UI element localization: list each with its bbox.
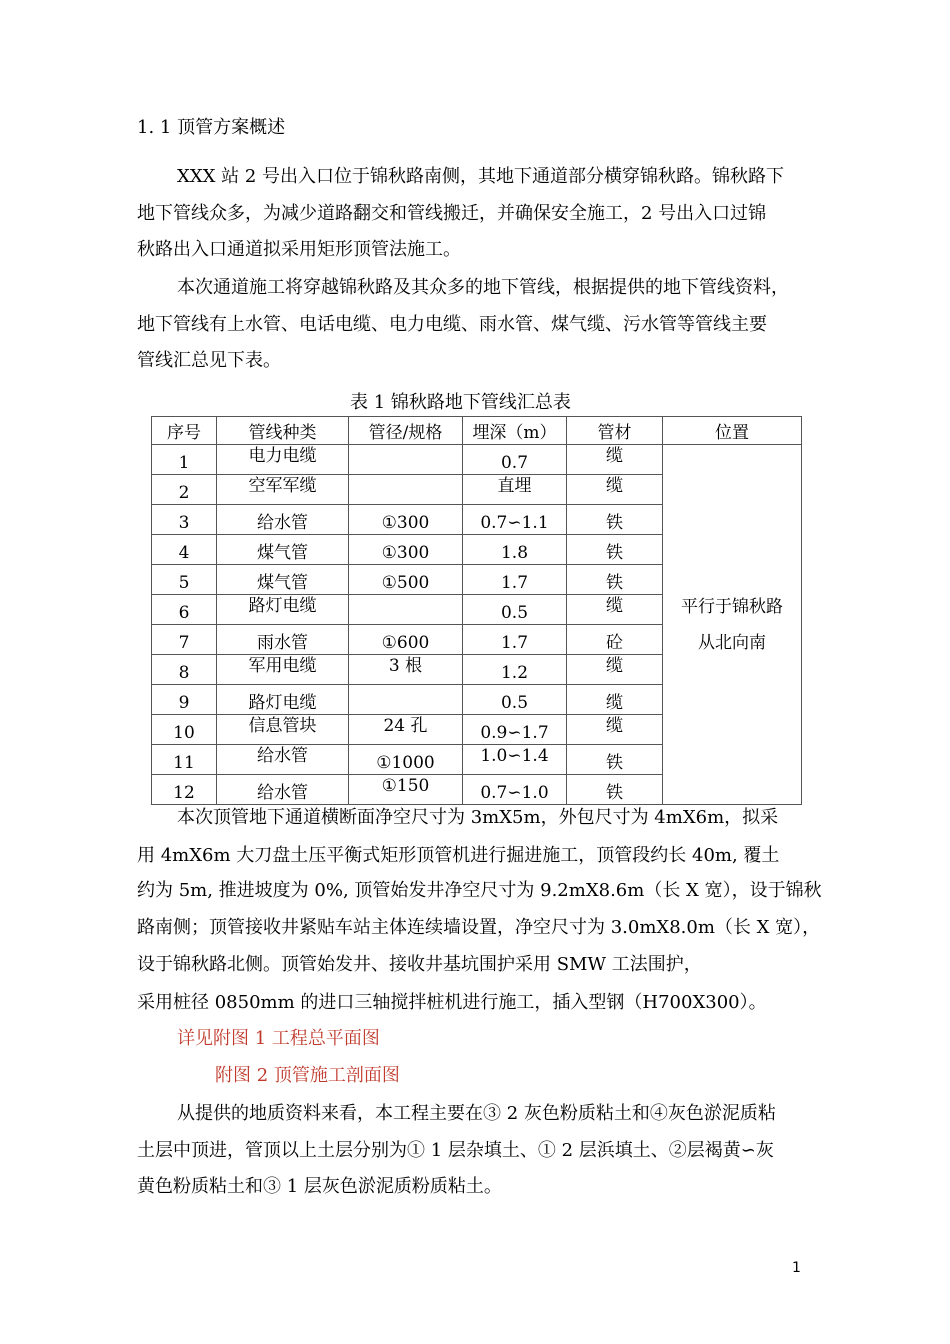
paragraph-line: 本次通道施工将穿越锦秋路及其众多的地下管线，根据提供的地下管线资料， — [177, 277, 789, 298]
position-cell — [663, 445, 802, 805]
table-cell: ①500 — [349, 565, 463, 595]
table-cell: ①600 — [349, 625, 463, 655]
paragraph-line: 从提供的地质资料来看，本工程主要在③ 2 灰色粉质粘土和④灰色淤泥质粘 — [177, 1103, 776, 1124]
paragraph-line: 地下管线众多，为减少道路翻交和管线搬迁，并确保安全施工，2 号出入口过锦 — [137, 203, 767, 224]
table-cell: 5 — [152, 565, 217, 595]
table-cell: 铁 — [567, 745, 663, 775]
table-cell: 路灯电缆 — [217, 685, 349, 715]
table-cell: 0.5 — [463, 595, 567, 625]
table-cell: 给水管 — [217, 745, 349, 775]
table-cell: 电力电缆 — [217, 445, 349, 475]
paragraph-line: 土层中顶进，管顶以上土层分别为① 1 层杂填土、① 2 层浜填土、②层褐黄∽灰 — [137, 1140, 774, 1161]
table-cell: 3 — [152, 505, 217, 535]
page-number: 1 — [792, 1260, 801, 1276]
paragraph-line: 路南侧；顶管接收井紧贴车站主体连续墙设置，净空尺寸为 3.0mX8.0m（长 X 宽）， — [137, 917, 821, 938]
table-cell: 24 孔 — [349, 715, 463, 745]
table-cell: ①300 — [349, 535, 463, 565]
table-cell: 煤气管 — [217, 535, 349, 565]
table-cell: 0.7∽1.0 — [463, 775, 567, 805]
table-cell: 信息管块 — [217, 715, 349, 745]
table-cell: 9 — [152, 685, 217, 715]
header-cell: 管径/规格 — [349, 417, 463, 445]
table-cell: 0.5 — [463, 685, 567, 715]
table-cell: 铁 — [567, 505, 663, 535]
table-cell: 10 — [152, 715, 217, 745]
table-cell: 1.8 — [463, 535, 567, 565]
table-cell: 路灯电缆 — [217, 595, 349, 625]
paragraph-line: 黄色粉质粘土和③ 1 层灰色淤泥质粉质粘土。 — [137, 1176, 502, 1197]
table-cell: 1.7 — [463, 625, 567, 655]
pipeline-table — [151, 416, 802, 805]
table-cell: ①300 — [349, 505, 463, 535]
table-cell: 雨水管 — [217, 625, 349, 655]
table-cell — [349, 445, 463, 475]
table-cell — [349, 685, 463, 715]
paragraph-line: 约为 5m, 推进坡度为 0%, 顶管始发井净空尺寸为 9.2mX8.6m（长 X 宽），设于锦秋 — [137, 880, 822, 901]
table-cell: ①150 — [349, 775, 463, 805]
table-cell: 给水管 — [217, 505, 349, 535]
position-line: 从北向南 — [698, 632, 766, 653]
table-cell: 0.7 — [463, 445, 567, 475]
table-cell: 11 — [152, 745, 217, 775]
table-cell: 铁 — [567, 535, 663, 565]
table-cell: 给水管 — [217, 775, 349, 805]
table-cell: 直埋 — [463, 475, 567, 505]
table-row — [152, 445, 802, 475]
table-caption: 表 1 锦秋路地下管线汇总表 — [350, 392, 571, 413]
paragraph-line: 本次顶管地下通道横断面净空尺寸为 3mX5m，外包尺寸为 4mX6m，拟采 — [177, 807, 779, 828]
table-cell: 缆 — [567, 445, 663, 475]
table-cell: 1.7 — [463, 565, 567, 595]
section-heading: 1. 1 顶管方案概述 — [137, 117, 286, 138]
table-cell — [349, 595, 463, 625]
table-cell: 缆 — [567, 715, 663, 745]
table-cell: 2 — [152, 475, 217, 505]
table-cell: 空军军缆 — [217, 475, 349, 505]
position-line: 平行于锦秋路 — [681, 596, 783, 617]
table-cell: 4 — [152, 535, 217, 565]
table-cell: ①1000 — [349, 745, 463, 775]
table-cell: 缆 — [567, 655, 663, 685]
table-cell: 铁 — [567, 565, 663, 595]
header-cell: 位置 — [663, 417, 802, 445]
table-cell: 12 — [152, 775, 217, 805]
table-cell — [349, 475, 463, 505]
paragraph-line: 采用桩径 0850mm 的进口三轴搅拌桩机进行施工，插入型钢（H700X300）。 — [137, 992, 767, 1013]
paragraph-line: 用 4mX6m 大刀盘土压平衡式矩形顶管机进行掘进施工，顶管段约长 40m, 覆土 — [137, 845, 780, 866]
paragraph-line: 秋路出入口通道拟采用矩形顶管法施工。 — [137, 239, 461, 260]
table-cell: 7 — [152, 625, 217, 655]
table-cell: 0.9∽1.7 — [463, 715, 567, 745]
header-cell: 管线种类 — [217, 417, 349, 445]
paragraph-line: XXX 站 2 号出入口位于锦秋路南侧，其地下通道部分横穿锦秋路。锦秋路下 — [177, 166, 785, 187]
header-cell: 管材 — [567, 417, 663, 445]
figure-reference: 附图 2 顶管施工剖面图 — [215, 1065, 400, 1086]
table-cell: 砼 — [567, 625, 663, 655]
table-cell: 缆 — [567, 475, 663, 505]
table-cell: 1.0∽1.4 — [463, 745, 567, 775]
table-cell: 6 — [152, 595, 217, 625]
paragraph-line: 地下管线有上水管、电话电缆、电力电缆、雨水管、煤气缆、污水管等管线主要 — [137, 314, 767, 335]
figure-reference: 详见附图 1 工程总平面图 — [177, 1028, 380, 1049]
table-header-row — [152, 417, 802, 445]
table-cell: 缆 — [567, 685, 663, 715]
table-cell: 铁 — [567, 775, 663, 805]
paragraph-line: 设于锦秋路北侧。顶管始发井、接收井基坑围护采用 SMW 工法围护， — [137, 954, 702, 975]
table-cell: 3 根 — [349, 655, 463, 685]
table-cell: 0.7∽1.1 — [463, 505, 567, 535]
table-cell: 军用电缆 — [217, 655, 349, 685]
paragraph-line: 管线汇总见下表。 — [137, 350, 281, 371]
table-cell: 8 — [152, 655, 217, 685]
header-cell: 埋深（m） — [463, 417, 567, 445]
table-cell: 缆 — [567, 595, 663, 625]
table-cell: 1.2 — [463, 655, 567, 685]
table-cell: 1 — [152, 445, 217, 475]
header-cell: 序号 — [152, 417, 217, 445]
table-cell: 煤气管 — [217, 565, 349, 595]
